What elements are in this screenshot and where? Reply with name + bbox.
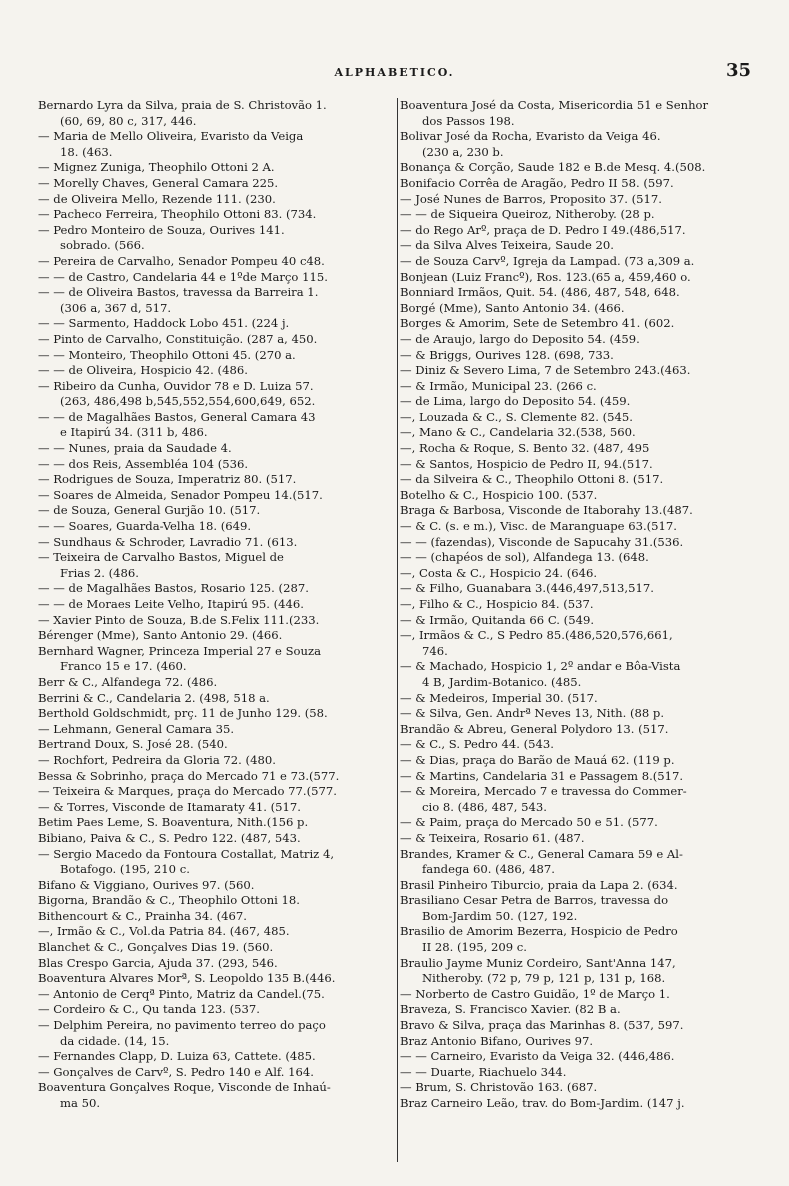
directory-entry-line: fandega 60. (486, 487. <box>422 862 555 877</box>
directory-entry-line: — & Medeiros, Imperial 30. (517. <box>400 690 598 705</box>
directory-entry-line: — & Silva, Gen. Andrª Neves 13, Nith. (88 p. <box>400 706 665 721</box>
directory-entry-line: (306 a, 367 d, 517. <box>60 300 172 315</box>
directory-entry-line: — Maria de Mello Oliveira, Evaristo da Veiga <box>38 129 304 144</box>
directory-entry-line: — Xavier Pinto de Souza, B.de S.Felix 111.(233. <box>38 612 320 627</box>
directory-entry-line: — — dos Reis, Assembléa 104 (536. <box>38 456 249 471</box>
directory-entry-line: Berthold Goldschmidt, prç. 11 de Junho 129. (58. <box>38 706 328 721</box>
directory-entry-line: — — de Magalhães Bastos, Rosario 125. (287. <box>38 581 309 596</box>
directory-entry-line: ma 50. <box>60 1096 101 1110</box>
directory-entry-line: — & C., S. Pedro 44. (543. <box>400 737 554 752</box>
directory-entry-line: — — de Moraes Leite Velho, Itapirú 95. (446. <box>38 597 304 611</box>
directory-entry-line: —, Irmãos & C., S Pedro 85.(486,520,576,661, <box>400 628 673 643</box>
directory-entry-line: Borgé (Mme), Santo Antonio 34. (466. <box>400 300 625 315</box>
running-title: ALPHABETICO. <box>334 66 455 79</box>
directory-entry-line: — Sundhaus & Schroder, Lavradio 71. (613. <box>38 534 298 549</box>
directory-entry-line: — & Machado, Hospicio 1, 2º andar e Bôa-Vista <box>400 659 681 674</box>
directory-entry-line: —, Costa & C., Hospicio 24. (646. <box>400 565 598 580</box>
directory-entry-line: — — de Magalhães Bastos, General Camara 43 <box>38 409 316 424</box>
directory-entry-line: dos Passos 198. <box>422 113 515 128</box>
directory-entry-line: — & Moreira, Mercado 7 e travessa do Commer- <box>400 784 687 799</box>
directory-entry-line: Bithencourt & C., Prainha 34. (467. <box>38 908 247 923</box>
directory-entry-line: (60, 69, 80 c, 317, 446. <box>60 113 197 128</box>
directory-entry-line: cio 8. (486, 487, 543. <box>422 799 547 814</box>
directory-entry-line: Franco 15 e 17. (460. <box>60 659 187 674</box>
directory-entry-line: — da Silva Alves Teixeira, Saude 20. <box>400 238 614 253</box>
directory-entry-line: — Norberto de Castro Guidão, 1º de Março 1. <box>400 986 670 1001</box>
directory-entry-line: — do Rego Arº, praça de D. Pedro I 49.(486,517. <box>400 222 686 237</box>
directory-entry-line: — Pacheco Ferreira, Theophilo Ottoni 83. (734. <box>38 207 317 222</box>
directory-entry-line: — Brum, S. Christovão 163. (687. <box>400 1080 598 1095</box>
directory-entry-line: — — de Siqueira Queiroz, Nitheroby. (28 p. <box>400 207 655 222</box>
directory-entry-line: Bom-Jardim 50. (127, 192. <box>422 908 578 923</box>
directory-entry-line: — — Sarmento, Haddock Lobo 451. (224 j. <box>38 316 290 331</box>
directory-entry-line: Brasil Pinheiro Tiburcio, praia da Lapa 2. (634. <box>400 877 678 892</box>
directory-entry-line: Nitheroby. (72 p, 79 p, 121 p, 131 p, 168. <box>422 971 666 986</box>
directory-entry-line: Bonifacio Corrêa de Aragão, Pedro II 58. (597. <box>400 175 674 190</box>
directory-entry-line: — & Martins, Candelaria 31 e Passagem 8.(517. <box>400 768 684 783</box>
directory-entry-line: Bigorna, Brandão & C., Theophilo Ottoni 18. <box>38 893 300 908</box>
directory-entry-line: — & Filho, Guanabara 3.(446,497,513,517. <box>400 581 654 596</box>
directory-entry-line: — de Oliveira Mello, Rezende 111. (230. <box>38 191 276 206</box>
directory-entry-line: Braulio Jayme Muniz Cordeiro, Sant'Anna 147, <box>400 955 676 970</box>
directory-entry-line: Bonniard Irmãos, Quit. 54. (486, 487, 548, 648. <box>400 285 680 300</box>
directory-entry-line: — Antonio de Cerqª Pinto, Matriz da Candel.(75. <box>38 986 325 1001</box>
directory-entry-line: — Teixeira & Marques, praça do Mercado 77.(577. <box>38 784 337 799</box>
directory-entry-line: Blas Crespo Garcia, Ajuda 37. (293, 546. <box>38 955 278 970</box>
directory-entry-line: Bertrand Doux, S. José 28. (540. <box>38 737 228 752</box>
directory-entry-line: —, Irmão & C., Vol.da Patria 84. (467, 485. <box>38 924 290 939</box>
directory-entry-line: — — de Castro, Candelaria 44 e 1ºde Março 115. <box>38 269 328 284</box>
directory-entry-line: — — (chapéos de sol), Alfandega 13. (648. <box>400 550 649 565</box>
directory-entry-line: — Sergio Macedo da Fontoura Costallat, Matriz 4, <box>38 846 335 861</box>
directory-entry-line: —, Louzada & C., S. Clemente 82. (545. <box>400 409 633 424</box>
directory-entry-line: — Gonçalves de Carvº, S. Pedro 140 e Alf. 164. <box>38 1064 314 1079</box>
directory-entry-line: Braveza, S. Francisco Xavier. (82 B a. <box>400 1002 621 1017</box>
directory-entry-line: Bifano & Viggiano, Ourives 97. (560. <box>38 877 255 892</box>
directory-entry-line: Betim Paes Leme, S. Boaventura, Nith.(156 p. <box>38 815 309 830</box>
directory-entry-line: — & Dias, praça do Barão de Mauá 62. (119 p. <box>400 752 675 767</box>
directory-entry-line: — de Lima, largo do Deposito 54. (459. <box>400 394 631 409</box>
directory-entry-line: II 28. (195, 209 c. <box>422 940 527 955</box>
directory-entry-line: —, Filho & C., Hospicio 84. (537. <box>400 597 594 611</box>
directory-entry-line: — Fernandes Clapp, D. Luiza 63, Cattete. (485. <box>38 1049 316 1064</box>
directory-entry-line: — — Soares, Guarda-Velha 18. (649. <box>38 519 252 534</box>
directory-entry-line: Braga & Barbosa, Visconde de Itaborahy 13.(487. <box>400 503 693 518</box>
directory-entry-line: Botafogo. (195, 210 c. <box>60 862 190 877</box>
directory-entry-line: — Ribeiro da Cunha, Ouvidor 78 e D. Luiza 57. <box>38 378 314 393</box>
directory-entry-line: — da Silveira & C., Theophilo Ottoni 8. (517. <box>400 472 664 487</box>
directory-entry-line: Boaventura Gonçalves Roque, Visconde de Inhaú- <box>38 1080 331 1095</box>
directory-entry-line: — Soares de Almeida, Senador Pompeu 14.(517. <box>38 487 323 502</box>
directory-entry-line: Berr & C., Alfandega 72. (486. <box>38 674 218 689</box>
directory-entry-line: 746. <box>422 643 448 658</box>
directory-entry-line: Bonjean (Luiz Francº), Ros. 123.(65 a, 459,460 o. <box>400 269 691 284</box>
directory-entry-line: — Pereira de Carvalho, Senador Pompeu 40 c48. <box>38 253 325 268</box>
directory-entry-line: Brandão & Abreu, General Polydoro 13. (517. <box>400 721 669 736</box>
directory-entry-line: — & Briggs, Ourives 128. (698, 733. <box>400 347 614 362</box>
directory-entry-line: — Cordeiro & C., Qu tanda 123. (537. <box>38 1002 260 1017</box>
directory-entry-line: — & Paim, praça do Mercado 50 e 51. (577. <box>400 815 658 830</box>
directory-entry-line: Berrini & C., Candelaria 2. (498, 518 a. <box>38 690 270 705</box>
right-column <box>400 98 758 1162</box>
directory-entry-line: — Lehmann, General Camara 35. <box>38 721 235 736</box>
directory-entry-line: Blanchet & C., Gonçalves Dias 19. (560. <box>38 940 274 955</box>
directory-entry-line: Bernhard Wagner, Princeza Imperial 27 e Souza <box>38 643 322 658</box>
directory-entry-line: — José Nunes de Barros, Proposito 37. (517. <box>400 191 662 206</box>
directory-entry-line: — Rodrigues de Souza, Imperatriz 80. (517. <box>38 472 297 487</box>
directory-entry-line: — Morelly Chaves, General Camara 225. <box>38 175 279 190</box>
directory-entry-line: — — Monteiro, Theophilo Ottoni 45. (270 a. <box>38 347 296 362</box>
directory-entry-line: — & Torres, Visconde de Itamaraty 41. (517. <box>38 799 301 814</box>
directory-entry-line: — & Teixeira, Rosario 61. (487. <box>400 830 585 845</box>
directory-entry-line: —, Rocha & Roque, S. Bento 32. (487, 495 <box>400 441 650 456</box>
directory-entry-line: — Pinto de Carvalho, Constituição. (287 a, 450. <box>38 331 318 346</box>
directory-entry-line: — — de Oliveira, Hospicio 42. (486. <box>38 363 248 378</box>
directory-entry-line: 18. (463. <box>60 144 113 159</box>
directory-entry-line: sobrado. (566. <box>60 238 145 253</box>
directory-entry-line: — — Duarte, Riachuelo 344. <box>400 1064 567 1079</box>
directory-entry-line: Braz Antonio Bifano, Ourives 97. <box>400 1033 594 1048</box>
directory-entry-line: — de Souza Carvº, Igreja da Lampad. (73 a,309 a. <box>400 253 695 268</box>
page-number: 35 <box>725 60 751 81</box>
directory-entry-line: Bessa & Sobrinho, praça do Mercado 71 e 73.(577. <box>38 768 340 783</box>
directory-entry-line: — Diniz & Severo Lima, 7 de Setembro 243.(463. <box>400 363 691 378</box>
directory-entry-line: Botelho & C., Hospicio 100. (537. <box>400 487 598 502</box>
directory-entry-line: (230 a, 230 b. <box>422 144 504 159</box>
directory-entry-line: Bernardo Lyra da Silva, praia de S. Christovão 1. <box>38 98 327 112</box>
directory-entry-line: — — Nunes, praia da Saudade 4. <box>38 441 232 456</box>
directory-entry-line: — — Carneiro, Evaristo da Veiga 32. (446,486. <box>400 1049 675 1064</box>
directory-entry-line: Bonança & Corção, Saude 182 e B.de Mesq. 4.(508. <box>400 160 706 175</box>
directory-entry-line: — — (fazendas), Visconde de Sapucahy 31.(536. <box>400 534 684 549</box>
directory-entry-line: — Mignez Zuniga, Theophilo Ottoni 2 A. <box>38 160 275 175</box>
directory-entry-line: — — de Oliveira Bastos, travessa da Barreira 1. <box>38 285 319 300</box>
directory-entry-line: — Pedro Monteiro de Souza, Ourives 141. <box>38 222 285 237</box>
directory-entry-line: Bolivar José da Rocha, Evaristo da Veiga 46. <box>400 129 661 144</box>
directory-entry-line: —, Mano & C., Candelaria 32.(538, 560. <box>400 425 636 440</box>
left-column <box>38 98 396 1162</box>
directory-entry-line: — & C. (s. e m.), Visc. de Maranguape 63.(517. <box>400 519 677 534</box>
directory-entry-line: Bérenger (Mme), Santo Antonio 29. (466. <box>38 628 283 643</box>
page-header <box>0 62 789 88</box>
directory-entry-line: Bibiano, Paiva & C., S. Pedro 122. (487, 543. <box>38 830 301 845</box>
directory-entry-line: Boaventura José da Costa, Misericordia 51 e Senhor <box>400 98 709 112</box>
directory-entry-line: — & Irmão, Quitanda 66 C. (549. <box>400 612 595 627</box>
directory-entry-line: Brasiliano Cesar Petra de Barros, travessa do <box>400 893 669 908</box>
directory-entry-line: — de Araujo, largo do Deposito 54. (459. <box>400 331 640 346</box>
column-divider <box>397 98 398 1162</box>
directory-entry-line: Frias 2. (486. <box>60 565 139 580</box>
directory-entry-line: — de Souza, General Gurjão 10. (517. <box>38 503 261 518</box>
directory-entry-line: — & Irmão, Municipal 23. (266 c. <box>400 378 597 393</box>
directory-entry-line: (263, 486,498 b,545,552,554,600,649, 652. <box>60 394 316 409</box>
directory-entry-line: — & Santos, Hospicio de Pedro II, 94.(517. <box>400 456 653 471</box>
directory-entry-line: Boaventura Alvares Morª, S. Leopoldo 135 B.(446. <box>38 971 336 986</box>
directory-entry-line: da cidade. (14, 15. <box>60 1033 170 1048</box>
directory-entry-line: 4 B, Jardim-Botanico. (485. <box>422 674 582 689</box>
directory-entry-line: Brasilio de Amorim Bezerra, Hospicio de Pedro <box>400 924 678 939</box>
directory-entry-line: Borges & Amorim, Sete de Setembro 41. (602. <box>400 316 675 331</box>
directory-entry-line: Bravo & Silva, praça das Marinhas 8. (537, 597. <box>400 1018 684 1033</box>
directory-entry-line: — Teixeira de Carvalho Bastos, Miguel de <box>38 550 284 565</box>
directory-entry-line: — Delphim Pereira, no pavimento terreo do paço <box>38 1018 326 1033</box>
directory-entry-line: e Itapirú 34. (311 b, 486. <box>60 425 208 440</box>
directory-entry-line: — Rochfort, Pedreira da Gloria 72. (480. <box>38 752 276 767</box>
directory-entry-line: Braz Carneiro Leão, trav. do Bom-Jardim. (147 j. <box>400 1096 685 1110</box>
directory-entry-line: Brandes, Kramer & C., General Camara 59 e Al- <box>400 846 683 861</box>
